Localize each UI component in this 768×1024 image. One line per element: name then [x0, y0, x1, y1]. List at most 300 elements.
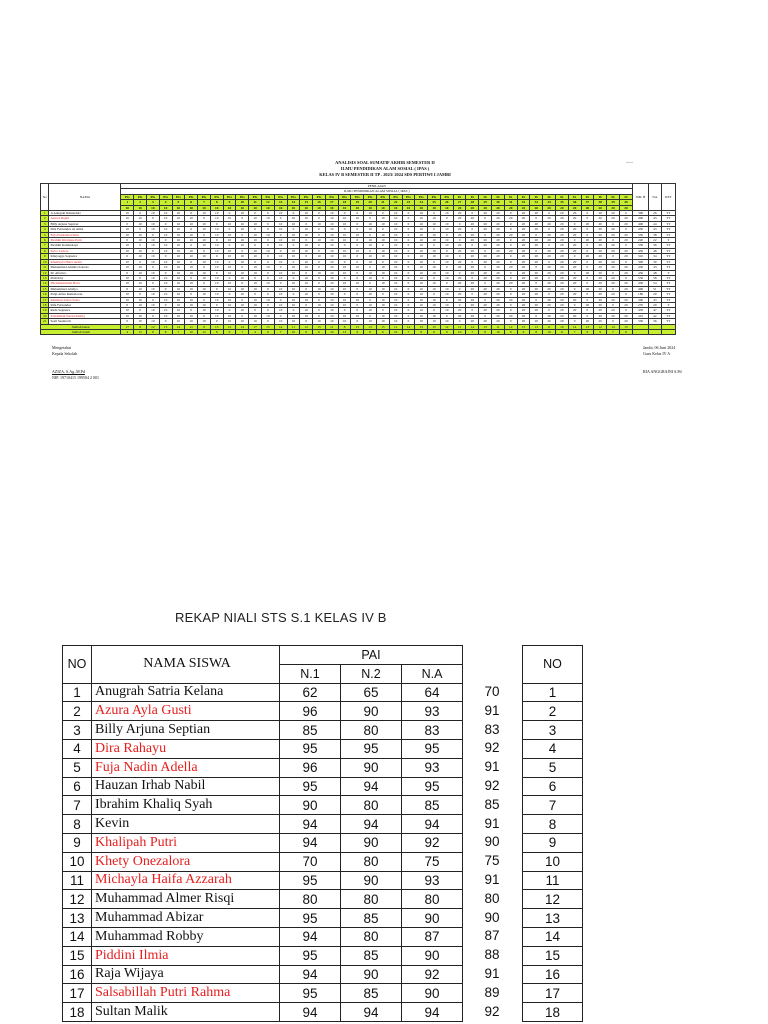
ana-score-cell: 0: [530, 216, 543, 221]
rekap-na: 90: [402, 909, 463, 928]
ana-score-cell: 0: [568, 286, 581, 291]
ana-question-number: 35: [555, 200, 568, 205]
rekap-n2: 80: [341, 721, 402, 740]
ana-score-cell: 20: [568, 243, 581, 248]
signature-right-name: [643, 369, 682, 375]
ana-question-type: PG: [223, 194, 236, 199]
ana-score-cell: 20: [466, 232, 479, 237]
ana-score-cell: 20: [517, 308, 530, 313]
ana-question-number: 16: [313, 200, 326, 205]
ana-sum-salah-cell: 7: [402, 329, 415, 334]
ana-question-type: IS: [555, 194, 568, 199]
ana-score-cell: 10: [185, 286, 198, 291]
ana-score-cell: 10: [415, 265, 428, 270]
ana-max-score: 20: [479, 205, 492, 210]
analysis-title-line-1: ANALISIS SOAL SUMATIF AKHIR SEMESTER II: [335, 160, 435, 165]
ana-student-jml: 270: [633, 302, 649, 307]
ana-score-cell: 10: [325, 232, 338, 237]
ana-student-jml: 430: [633, 227, 649, 232]
ana-score-cell: 0: [300, 238, 313, 243]
ana-score-cell: 10: [287, 286, 300, 291]
ana-score-cell: 20: [555, 308, 568, 313]
ana-sum-benar-cell: 13: [479, 324, 492, 329]
rekap-no: 17: [63, 984, 92, 1003]
rekap-n1: 95: [280, 946, 341, 965]
ana-score-cell: 0: [568, 254, 581, 259]
ana-question-number: 10: [236, 200, 249, 205]
rekap-no: 10: [63, 852, 92, 871]
ana-score-cell: 10: [261, 265, 274, 270]
ana-score-cell: 10: [172, 275, 185, 280]
ana-question-type: PG: [274, 194, 287, 199]
ana-student-name: Billy Arjuna Septian: [49, 221, 121, 226]
ana-score-cell: 20: [619, 313, 632, 318]
ana-score-cell: 0: [223, 292, 236, 297]
ana-score-cell: 0: [543, 211, 556, 216]
ana-score-cell: 10: [389, 302, 402, 307]
ana-student-jml: 530: [633, 275, 649, 280]
ana-student-name: M. Alfarizo: [49, 270, 121, 275]
ana-score-cell: 10: [121, 308, 134, 313]
ana-question-type: PG: [121, 194, 134, 199]
ana-student-no: 20: [41, 313, 49, 318]
ana-student-ket: TT: [661, 211, 675, 216]
ana-score-cell: 0: [223, 243, 236, 248]
ana-student-name: Michailkarimah Baru: [49, 281, 121, 286]
ana-max-score: 20: [492, 205, 505, 210]
rekap-extra-value: 92: [484, 777, 500, 793]
rekap-n1: 94: [280, 833, 341, 852]
rekap-extra-value: 92: [484, 1003, 500, 1019]
ana-score-cell: 10: [338, 270, 351, 275]
ana-score-cell: 20: [619, 286, 632, 291]
ana-score-cell: 20: [555, 221, 568, 226]
ana-student-ket: TT: [661, 243, 675, 248]
ana-score-cell: 20: [517, 270, 530, 275]
ana-score-cell: 0: [466, 243, 479, 248]
ana-score-cell: 10: [377, 216, 390, 221]
rekap-no: 11: [63, 871, 92, 890]
ana-score-cell: 0: [364, 297, 377, 302]
ana-score-cell: 10: [249, 313, 262, 318]
ana-sum-benar-cell: 14: [236, 324, 249, 329]
ana-score-cell: 10: [377, 265, 390, 270]
ana-score-cell: 10: [185, 265, 198, 270]
ana-score-cell: 0: [453, 302, 466, 307]
col-na-header: N.A: [402, 664, 463, 683]
ana-score-cell: 0: [504, 259, 517, 264]
ana-score-cell: 0: [185, 275, 198, 280]
ana-score-cell: 0: [504, 238, 517, 243]
ana-max-score: 10: [146, 205, 159, 210]
ana-student-ket: TT: [661, 254, 675, 259]
ana-score-cell: 0: [581, 248, 594, 253]
ana-score-cell: 0: [313, 308, 326, 313]
ana-score-cell: 10: [389, 248, 402, 253]
ana-score-cell: 10: [377, 319, 390, 324]
ana-score-cell: 20: [492, 292, 505, 297]
ana-score-cell: 0: [581, 227, 594, 232]
ana-score-cell: 0: [198, 265, 211, 270]
ana-student-no: 18: [41, 302, 49, 307]
ana-score-cell: 10: [389, 216, 402, 221]
col-no-header: NO: [63, 646, 92, 684]
ana-score-cell: 20: [619, 254, 632, 259]
ana-score-cell: 0: [300, 221, 313, 226]
ana-score-cell: 10: [236, 275, 249, 280]
ana-student-name: A Anugrah Ikhsanduri: [49, 211, 121, 216]
ana-score-cell: 10: [172, 281, 185, 286]
ana-score-cell: 10: [134, 319, 147, 324]
ana-score-cell: 10: [134, 238, 147, 243]
ana-head-penilaian: PENILAIAN: [121, 184, 633, 189]
ana-sum-salah-cell: 7: [172, 329, 185, 334]
rekap-n2: 94: [341, 815, 402, 834]
ana-question-number: 34: [543, 200, 556, 205]
ana-score-cell: 10: [121, 216, 134, 221]
ana-score-cell: 20: [619, 238, 632, 243]
ana-student-no: 9: [41, 254, 49, 259]
right-no-header: NO: [523, 646, 583, 684]
ana-score-cell: 0: [223, 259, 236, 264]
ana-score-cell: 20: [555, 259, 568, 264]
ana-score-cell: 0: [568, 319, 581, 324]
corner-dash: —: [626, 158, 633, 166]
ana-score-cell: 20: [607, 216, 620, 221]
ana-score-cell: 10: [146, 319, 159, 324]
ana-score-cell: 10: [440, 227, 453, 232]
ana-score-cell: 10: [325, 281, 338, 286]
ana-score-cell: 0: [351, 319, 364, 324]
ana-score-cell: 10: [198, 308, 211, 313]
ana-score-cell: 10: [172, 221, 185, 226]
ana-score-cell: 0: [428, 243, 441, 248]
ana-score-cell: 0: [479, 265, 492, 270]
ana-score-cell: 10: [210, 297, 223, 302]
ana-question-type: PG: [198, 194, 211, 199]
ana-student-ket: TT: [661, 232, 675, 237]
ana-score-cell: 10: [389, 281, 402, 286]
rekap-student-name: Billy Arjuna Septian: [92, 721, 280, 740]
ana-score-cell: 0: [134, 211, 147, 216]
ana-score-cell: 0: [249, 227, 262, 232]
ana-score-cell: 0: [377, 259, 390, 264]
ana-score-cell: 10: [172, 216, 185, 221]
ana-score-cell: 0: [313, 281, 326, 286]
signature-left: [52, 345, 77, 356]
ana-score-cell: 10: [146, 286, 159, 291]
ana-score-cell: 0: [134, 259, 147, 264]
rekap-n2: 80: [341, 890, 402, 909]
ana-student-jml: 180: [633, 292, 649, 297]
ana-sum-salah-cell: 13: [134, 329, 147, 334]
ana-sum-benar-cell: 15: [428, 324, 441, 329]
ana-question-number: 38: [594, 200, 607, 205]
ana-score-cell: 10: [121, 259, 134, 264]
ana-sum-benar-cell: 15: [377, 324, 390, 329]
ana-score-cell: 20: [453, 232, 466, 237]
ana-score-cell: 0: [568, 238, 581, 243]
ana-score-cell: 0: [453, 238, 466, 243]
ana-question-type: PG: [351, 194, 364, 199]
ana-question-number: 5: [172, 200, 185, 205]
rekap-n2: 90: [341, 702, 402, 721]
ana-student-name: Fuja Fessistinal Dela: [49, 232, 121, 237]
ana-score-cell: 10: [377, 254, 390, 259]
ana-sum-salah-cell: 10: [389, 329, 402, 334]
ana-sum-benar-cell: 13: [530, 324, 543, 329]
ana-score-cell: 10: [351, 216, 364, 221]
ana-score-cell: 0: [581, 216, 594, 221]
ana-score-cell: 10: [274, 292, 287, 297]
ana-score-cell: 10: [198, 302, 211, 307]
ana-question-type: PG: [402, 194, 415, 199]
rekap-na: 93: [402, 758, 463, 777]
ana-score-cell: 10: [249, 254, 262, 259]
ana-score-cell: 20: [607, 313, 620, 318]
ana-student-ket: T: [661, 302, 675, 307]
ana-score-cell: 0: [568, 221, 581, 226]
ana-score-cell: 20: [555, 292, 568, 297]
ana-sum-salah-cell: 6: [261, 329, 274, 334]
ana-head-nama: NAMA: [49, 184, 121, 211]
ana-score-cell: 10: [440, 286, 453, 291]
ana-score-cell: 20: [479, 221, 492, 226]
rekap-title: REKAP NIALI STS S.1 KELAS IV B: [175, 610, 387, 625]
ana-score-cell: 10: [325, 254, 338, 259]
ana-score-cell: 0: [351, 211, 364, 216]
ana-score-cell: 10: [172, 292, 185, 297]
ana-score-cell: 20: [492, 281, 505, 286]
rekap-na: 75: [402, 852, 463, 871]
ana-score-cell: 0: [402, 302, 415, 307]
ana-sum-benar-cell: 14: [274, 324, 287, 329]
ana-score-cell: 20: [530, 243, 543, 248]
ana-score-cell: 20: [517, 265, 530, 270]
ana-student-na: 26: [649, 211, 662, 216]
ana-score-cell: 0: [313, 227, 326, 232]
ana-student-ket: TT: [661, 216, 675, 221]
rekap-row: [63, 890, 463, 909]
ana-score-cell: 10: [364, 302, 377, 307]
rekap-n2: 95: [341, 739, 402, 758]
ana-max-score: 20: [607, 205, 620, 210]
ana-sum-salah-cell: 7: [236, 329, 249, 334]
ana-score-cell: 10: [428, 319, 441, 324]
ana-score-cell: 20: [492, 248, 505, 253]
ana-score-cell: 0: [287, 211, 300, 216]
ana-score-cell: 20: [619, 270, 632, 275]
ana-score-cell: 20: [607, 227, 620, 232]
rekap-student-name: Michayla Haifa Azzarah: [92, 871, 280, 890]
ana-student-jml: 430: [633, 265, 649, 270]
ana-score-cell: 10: [185, 232, 198, 237]
ana-score-cell: 10: [440, 238, 453, 243]
ana-student-ket: TT: [661, 319, 675, 324]
ana-score-cell: 10: [415, 227, 428, 232]
ana-score-cell: 0: [287, 227, 300, 232]
ana-score-cell: 0: [479, 248, 492, 253]
ana-score-cell: 10: [440, 221, 453, 226]
ana-max-score: 10: [338, 205, 351, 210]
ana-max-score: 10: [389, 205, 402, 210]
ana-score-cell: 0: [159, 302, 172, 307]
ana-student-jml: 400: [633, 221, 649, 226]
ana-score-cell: 20: [453, 281, 466, 286]
ana-score-cell: 10: [134, 221, 147, 226]
ana-student-no: 6: [41, 238, 49, 243]
ana-score-cell: 0: [210, 286, 223, 291]
ana-score-cell: 10: [389, 313, 402, 318]
ana-question-type: IS: [466, 194, 479, 199]
ana-score-cell: 0: [607, 238, 620, 243]
ana-score-cell: 0: [300, 254, 313, 259]
ana-score-cell: 10: [134, 232, 147, 237]
ana-score-cell: 20: [517, 297, 530, 302]
ana-score-cell: 20: [594, 313, 607, 318]
ana-score-cell: 20: [594, 216, 607, 221]
ana-score-cell: 20: [581, 221, 594, 226]
ana-score-cell: 0: [134, 243, 147, 248]
ana-student-jml: 310: [633, 254, 649, 259]
ana-score-cell: 20: [479, 286, 492, 291]
ana-question-type: IS: [619, 194, 632, 199]
ana-student-name: M.Robby: [49, 275, 121, 280]
ana-score-cell: 20: [530, 270, 543, 275]
rekap-table: [62, 645, 463, 1022]
rekap-row: [63, 852, 463, 871]
ana-student-ket: TT: [661, 286, 675, 291]
ana-student-no: 14: [41, 281, 49, 286]
ana-score-cell: 0: [364, 265, 377, 270]
ana-question-number: 24: [415, 200, 428, 205]
ana-score-cell: 20: [607, 248, 620, 253]
ana-score-cell: 10: [249, 302, 262, 307]
ana-score-cell: 10: [325, 270, 338, 275]
ana-sum-benar-cell: 14: [402, 324, 415, 329]
ana-score-cell: 20: [492, 243, 505, 248]
ana-score-cell: 0: [402, 297, 415, 302]
ana-sum-salah-label: Jumlah Salah: [41, 329, 121, 334]
ana-score-cell: 0: [185, 292, 198, 297]
rekap-na: 94: [402, 1003, 463, 1022]
ana-student-no: 7: [41, 243, 49, 248]
ana-score-cell: 10: [300, 232, 313, 237]
ana-score-cell: 10: [325, 308, 338, 313]
ana-max-score: 10: [134, 205, 147, 210]
ana-score-cell: 0: [504, 286, 517, 291]
ana-score-cell: 20: [530, 319, 543, 324]
ana-question-type: PG: [300, 194, 313, 199]
ana-score-cell: 0: [428, 275, 441, 280]
ana-score-cell: 10: [146, 211, 159, 216]
ana-score-cell: 10: [134, 313, 147, 318]
ana-sum-salah-cell: 6: [428, 329, 441, 334]
ana-student-jml: 400: [633, 216, 649, 221]
ana-score-cell: 10: [287, 232, 300, 237]
rekap-student-name: Fuja Nadin Adella: [92, 758, 280, 777]
ana-score-cell: 0: [402, 232, 415, 237]
ana-student-na: 36: [649, 319, 662, 324]
ana-score-cell: 10: [223, 265, 236, 270]
ana-score-cell: 0: [428, 292, 441, 297]
ana-score-cell: 10: [249, 238, 262, 243]
ana-score-cell: 20: [517, 275, 530, 280]
ana-score-cell: 20: [594, 281, 607, 286]
rekap-student-name: Khety Onezalora: [92, 852, 280, 871]
ana-score-cell: 10: [300, 227, 313, 232]
ana-score-cell: 10: [325, 216, 338, 221]
ana-score-cell: 0: [364, 281, 377, 286]
ana-score-cell: 10: [121, 292, 134, 297]
ana-sum-benar-cell: 11: [543, 324, 556, 329]
rekap-n2: 80: [341, 927, 402, 946]
ana-student-na: 44: [649, 221, 662, 226]
ana-score-cell: 10: [236, 238, 249, 243]
ana-score-cell: 10: [185, 281, 198, 286]
ana-score-cell: 10: [210, 281, 223, 286]
ana-sum-salah-cell: 10: [287, 329, 300, 334]
ana-score-cell: 20: [607, 232, 620, 237]
rekap-row: [63, 1003, 463, 1022]
ana-score-cell: 10: [440, 308, 453, 313]
ana-score-cell: 10: [300, 275, 313, 280]
ana-score-cell: 0: [185, 211, 198, 216]
ana-score-cell: 20: [555, 232, 568, 237]
ana-score-cell: 0: [402, 216, 415, 221]
ana-sum-benar-cell: 13: [581, 324, 594, 329]
ana-score-cell: 0: [351, 270, 364, 275]
ana-score-cell: 10: [223, 286, 236, 291]
rekap-row: [63, 777, 463, 796]
ana-score-cell: 10: [198, 227, 211, 232]
ana-score-cell: 20: [568, 232, 581, 237]
ana-score-cell: 10: [364, 211, 377, 216]
ana-question-number: 3: [146, 200, 159, 205]
ana-score-cell: 20: [619, 232, 632, 237]
rekap-no: 9: [63, 833, 92, 852]
ana-score-cell: 10: [313, 286, 326, 291]
ana-score-cell: 0: [402, 270, 415, 275]
ana-score-cell: 20: [517, 243, 530, 248]
ana-sum-benar-cell: 12: [146, 324, 159, 329]
ana-score-cell: 0: [313, 259, 326, 264]
ana-score-cell: 20: [581, 270, 594, 275]
ana-score-cell: 0: [261, 227, 274, 232]
ana-score-cell: 10: [210, 292, 223, 297]
ana-sum-salah-cell: 8: [479, 329, 492, 334]
rekap-n2: 90: [341, 758, 402, 777]
ana-score-cell: 10: [415, 243, 428, 248]
ana-score-cell: 10: [134, 216, 147, 221]
ana-score-cell: 20: [555, 281, 568, 286]
ana-score-cell: 20: [594, 297, 607, 302]
ana-score-cell: 10: [223, 297, 236, 302]
ana-score-cell: 20: [479, 319, 492, 324]
ana-score-cell: 0: [402, 286, 415, 291]
ana-score-cell: 10: [351, 281, 364, 286]
ana-score-cell: 0: [530, 248, 543, 253]
ana-student-name: Panji Alfan Ramadoran: [49, 292, 121, 297]
ana-score-cell: 20: [594, 275, 607, 280]
ana-score-cell: 10: [198, 275, 211, 280]
ana-score-cell: 10: [236, 302, 249, 307]
ana-question-number: 7: [198, 200, 211, 205]
ana-student-ket: T: [661, 238, 675, 243]
ana-score-cell: 20: [530, 302, 543, 307]
ana-student-na: 43: [649, 216, 662, 221]
ana-score-cell: 10: [389, 286, 402, 291]
